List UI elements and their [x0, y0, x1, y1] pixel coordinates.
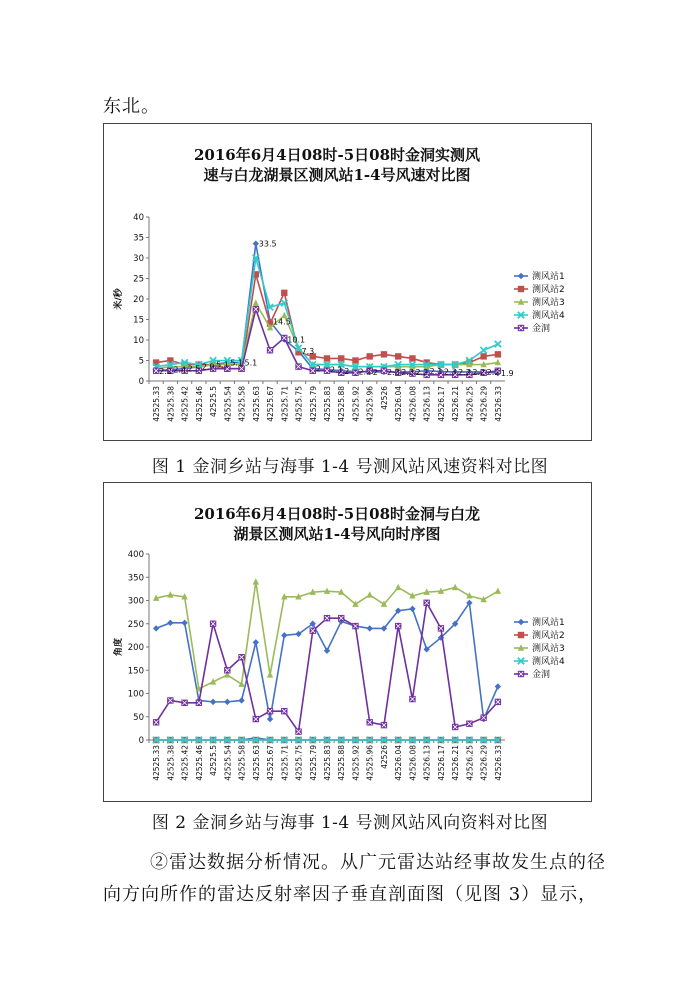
series-line [156, 603, 498, 732]
data-point [367, 591, 373, 597]
x-tick-label: 42526.08 [408, 745, 418, 781]
x-tick-label: 42525.92 [351, 386, 361, 422]
data-point [238, 681, 244, 687]
x-tick-label: 42525.54 [223, 745, 233, 781]
data-point [423, 600, 429, 606]
data-point [224, 667, 230, 673]
x-tick-label: 42525.5 [209, 745, 219, 777]
data-point [238, 654, 244, 660]
x-tick-label: 42526 [379, 386, 389, 410]
data-point [267, 708, 273, 714]
data-point [495, 351, 501, 357]
legend-label: 测风站1 [532, 618, 565, 628]
x-tick-label: 42525.67 [266, 745, 276, 781]
x-tick-label: 42525.92 [351, 745, 361, 781]
data-point [324, 615, 330, 621]
data-point [495, 699, 501, 705]
data-label: 2 [315, 364, 321, 374]
legend-label: 测风站4 [532, 657, 565, 667]
data-label: 2.2 [472, 367, 486, 377]
x-tick-label: 42525.42 [180, 386, 190, 422]
data-point [352, 623, 358, 629]
x-tick-label: 42526.04 [394, 386, 404, 422]
x-tick-label: 42525.58 [237, 386, 247, 422]
legend-label: 金洞 [532, 324, 551, 334]
x-tick-label: 42526.13 [422, 386, 432, 422]
data-label: 2.3 [386, 367, 400, 377]
x-tick-label: 42526.33 [493, 386, 503, 422]
data-point [480, 347, 486, 353]
legend-marker [518, 273, 524, 279]
paragraph-line-1: ②雷达数据分析情况。从广元雷达站经事故发生点的径 [150, 852, 606, 873]
x-tick-label: 42525.38 [166, 745, 176, 781]
data-point [352, 357, 358, 363]
data-label: 2.9 [201, 362, 215, 372]
data-point [253, 306, 259, 312]
data-point [253, 716, 259, 722]
x-tick-label: 42526.13 [422, 745, 432, 781]
chart-title-line-2: 速与白龙湖景区测风站1-4号风速对比图 [203, 166, 471, 184]
data-label: 2.2 [358, 367, 372, 377]
x-tick-label: 42526.17 [436, 745, 446, 781]
data-label: 7.3 [301, 347, 315, 357]
y-tick-label: 5 [138, 356, 144, 367]
legend-label: 测风站1 [532, 272, 565, 282]
data-point [295, 728, 301, 734]
data-label: 2.5 [187, 364, 201, 374]
data-point [495, 683, 501, 689]
x-tick-label: 42525.54 [223, 386, 233, 422]
data-point [210, 699, 216, 705]
data-label: 2.2 [415, 367, 429, 377]
x-tick-label: 42525.79 [308, 745, 318, 781]
series-2 [153, 271, 501, 372]
y-tick-label: 35 [133, 233, 144, 244]
wind-direction-chart [104, 483, 591, 801]
data-point [409, 606, 415, 612]
x-tick-label: 42525.83 [323, 745, 332, 781]
data-point [324, 648, 330, 654]
y-tick-label: 100 [127, 689, 144, 700]
data-label: 2.2 [458, 367, 471, 377]
legend-marker [518, 671, 524, 677]
data-point [324, 355, 330, 361]
data-point [367, 625, 373, 631]
data-point [167, 697, 173, 703]
data-point [367, 719, 373, 725]
data-point [253, 299, 259, 305]
data-point [281, 708, 287, 714]
legend-label: 测风站2 [532, 631, 565, 641]
y-tick-label: 0 [138, 736, 144, 746]
x-tick-label: 42525.33 [152, 745, 162, 781]
data-point [381, 722, 387, 728]
data-point [480, 714, 486, 720]
paragraph-line-2: 向方向所作的雷达反射率因子垂直剖面图（见图 3）显示， [103, 884, 598, 905]
series-line [156, 258, 498, 367]
x-tick-label: 42526.33 [493, 745, 503, 781]
data-point [395, 623, 401, 629]
legend-marker [518, 286, 524, 292]
x-tick-label: 42525.75 [294, 386, 304, 422]
data-point [395, 353, 401, 359]
x-tick-label: 42526.29 [479, 745, 489, 781]
data-point [338, 615, 344, 621]
data-point [438, 625, 444, 631]
x-tick-label: 42525.38 [166, 386, 176, 422]
y-axis-label: 角度 [114, 637, 124, 657]
wind-direction-figure [103, 482, 592, 802]
legend-label: 测风站2 [532, 285, 565, 295]
x-tick-label: 42525.96 [365, 386, 375, 422]
data-point [196, 700, 202, 706]
y-tick-label: 50 [133, 712, 144, 723]
x-tick-label: 42525.58 [237, 745, 247, 781]
data-point [367, 353, 373, 359]
x-tick-label: 42525.88 [337, 745, 347, 781]
legend-marker [518, 632, 524, 638]
data-label: 5.1 [216, 360, 229, 370]
data-point [267, 716, 273, 722]
data-label: 14.5 [273, 317, 291, 327]
data-point [381, 351, 387, 357]
data-label: 2 [344, 366, 350, 376]
x-tick-label: 42525.63 [251, 745, 261, 781]
x-tick-label: 42526.17 [436, 386, 446, 422]
data-point [267, 671, 273, 677]
x-tick-label: 42525.96 [365, 745, 375, 781]
data-point [495, 341, 501, 347]
y-tick-label: 40 [133, 213, 144, 223]
data-point [281, 290, 287, 296]
x-tick-label: 42525.75 [294, 745, 304, 781]
y-tick-label: 20 [133, 295, 144, 305]
series-line [156, 244, 498, 374]
legend-marker [518, 619, 524, 625]
y-tick-label: 30 [133, 254, 144, 264]
data-label: 2.3 [443, 367, 457, 377]
data-point [210, 621, 216, 627]
data-point [253, 639, 259, 645]
data-point [253, 578, 259, 584]
legend-label: 测风站3 [532, 298, 565, 308]
x-tick-label: 42525.83 [323, 386, 332, 422]
y-tick-label: 15 [133, 315, 144, 326]
x-tick-label: 42525.63 [251, 386, 261, 422]
caption-figure-2: 图 2 金洞乡站与海事 1-4 号测风站风向资料对比图 [151, 813, 549, 833]
x-tick-label: 42526.25 [465, 745, 475, 781]
x-tick-label: 42526.29 [479, 386, 489, 422]
y-axis-label: 米/秒 [114, 288, 124, 310]
data-label: 2.1 [429, 366, 443, 376]
wind-speed-figure [103, 123, 592, 441]
x-tick-label: 42526 [379, 745, 389, 769]
legend-label: 测风站3 [532, 644, 565, 654]
data-point [452, 724, 458, 730]
y-tick-label: 250 [127, 619, 144, 630]
x-tick-label: 42526.08 [408, 386, 418, 422]
x-tick-label: 42525.42 [180, 745, 190, 781]
x-tick-label: 42526.21 [451, 386, 461, 422]
data-point [495, 359, 501, 365]
data-label: 33.5 [258, 239, 277, 249]
x-tick-label: 42526.04 [394, 745, 404, 781]
legend-label: 测风站4 [532, 311, 565, 321]
data-point [452, 584, 458, 590]
legend-label: 金洞 [532, 670, 551, 680]
data-point [153, 625, 159, 631]
x-tick-label: 42525.5 [209, 386, 219, 418]
data-label: 2.2 [486, 367, 500, 377]
data-label: 5.1 [230, 358, 244, 368]
x-tick-label: 42525.79 [308, 386, 318, 422]
data-point [295, 363, 301, 369]
x-tick-label: 42525.71 [280, 745, 290, 781]
series-line [156, 274, 498, 368]
x-tick-label: 42525.46 [194, 386, 204, 422]
y-tick-label: 400 [127, 550, 144, 560]
data-point [224, 699, 230, 705]
y-tick-label: 350 [127, 573, 144, 584]
y-tick-label: 25 [133, 274, 144, 285]
y-tick-label: 0 [138, 377, 144, 387]
data-point [466, 721, 472, 727]
data-label: 2 [372, 367, 378, 377]
y-tick-label: 300 [127, 596, 144, 607]
data-label: 10.1 [287, 335, 306, 345]
y-tick-label: 150 [127, 666, 144, 677]
data-point [238, 697, 244, 703]
caption-figure-1: 图 1 金洞乡站与海事 1-4 号测风站风速资料对比图 [151, 457, 549, 477]
data-label: 2.4 [173, 365, 187, 375]
data-point [495, 588, 501, 594]
data-label: 2.1 [330, 365, 343, 375]
data-label: 1.9 [500, 369, 514, 379]
chart-title-line-1: 2016年6月4日08时-5日08时金洞实测风 [193, 146, 481, 164]
legend-marker [518, 325, 524, 331]
x-tick-label: 42526.25 [465, 386, 475, 422]
x-tick-label: 42525.71 [280, 386, 290, 422]
data-point [409, 696, 415, 702]
data-point [480, 353, 486, 359]
data-point [338, 355, 344, 361]
x-tick-label: 42525.88 [337, 386, 347, 422]
x-tick-label: 42526.21 [451, 745, 461, 781]
x-tick-label: 42525.46 [194, 745, 204, 781]
data-point [395, 584, 401, 590]
data-label: 2.2 [159, 366, 172, 376]
data-point [310, 628, 316, 634]
y-tick-label: 200 [127, 643, 144, 653]
series-4 [153, 255, 501, 370]
data-point [267, 347, 273, 353]
x-tick-label: 42525.67 [266, 386, 276, 422]
y-tick-label: 10 [133, 336, 144, 346]
intro-text: 东北。 [103, 96, 160, 117]
data-point [181, 620, 187, 626]
data-label: 2.3 [401, 367, 414, 377]
data-label: 5.1 [244, 358, 258, 368]
data-point [167, 620, 173, 626]
data-point [281, 632, 287, 638]
wind-speed-chart [104, 124, 591, 440]
x-tick-label: 42525.33 [152, 386, 162, 422]
data-point [153, 719, 159, 725]
series-5 [153, 600, 501, 735]
data-point [181, 700, 187, 706]
data-point [409, 355, 415, 361]
series-3 [153, 578, 501, 691]
chart-title-line-2: 湖景区测风站1-4号风向时序图 [233, 525, 441, 543]
chart-title-line-1: 2016年6月4日08时-5日08时金洞与白龙 [193, 505, 481, 523]
